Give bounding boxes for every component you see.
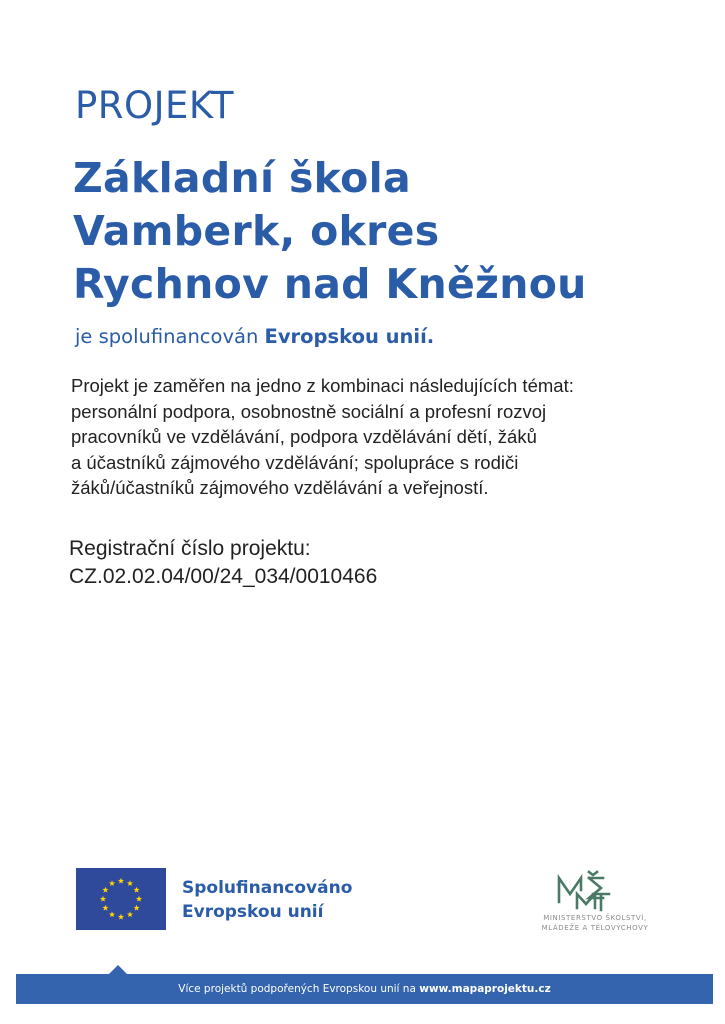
eu-star-icon	[134, 887, 140, 893]
title-line: Vamberk, okres	[73, 207, 440, 255]
eu-logo-line: Spolufinancováno	[182, 878, 353, 898]
title-line: Rychnov nad Kněžnou	[73, 260, 587, 308]
footer-bar-text	[16, 974, 713, 1004]
eu-star-icon	[127, 880, 133, 886]
eu-flag-icon	[76, 868, 166, 930]
description-line: a účastníků zájmového vzdělávání; spolupráce s rodiči	[71, 451, 519, 473]
eu-star-icon	[100, 896, 106, 902]
eu-star-icon	[102, 905, 108, 911]
kicker: PROJEKT	[75, 84, 234, 127]
registration-label: Registrační číslo projektu:	[69, 537, 311, 560]
description-line: pracovníků ve vzdělávání, podpora vzdělávání dětí, žáků	[71, 426, 537, 447]
eu-logo-text	[182, 876, 352, 924]
eu-star-icon	[136, 896, 142, 902]
footer-bar-prefix: Více projektů podpořených Evropskou unií na	[178, 983, 416, 995]
msmt-logo-line: MLÁDEŽE A TĚLOVÝCHOVY	[541, 924, 649, 932]
eu-star-icon	[118, 914, 124, 920]
registration-number: CZ.02.02.04/00/24_034/0010466	[69, 565, 378, 588]
eu-star-icon	[127, 911, 133, 917]
eu-star-icon	[109, 880, 115, 886]
msmt-logo	[553, 868, 613, 912]
description-line: Projekt je zaměřen na jedno z kombinaci následujících témat:	[71, 375, 574, 396]
footer-link[interactable]: www.mapaprojektu.cz	[419, 983, 551, 995]
page-title	[73, 152, 587, 311]
cofinanced-statement	[75, 325, 434, 348]
cofinanced-prefix: je spolufinancován	[75, 325, 259, 348]
eu-star-icon	[102, 887, 108, 893]
eu-star-icon	[118, 878, 124, 884]
cofinanced-emphasis: Evropskou unií.	[264, 325, 435, 348]
project-description	[71, 373, 671, 501]
eu-logo-line: Evropskou unií	[182, 902, 324, 922]
title-line: Základní škola	[73, 154, 411, 202]
eu-star-icon	[134, 905, 140, 911]
description-line: personální podpora, osobnostně sociální a profesní rozvoj	[71, 400, 547, 422]
msmt-logo-text	[520, 913, 670, 933]
msmt-logo-line: MINISTERSTVO ŠKOLSTVÍ,	[543, 914, 647, 922]
description-line: žáků/účastníků zájmového vzdělávání a veřejností.	[71, 477, 489, 498]
eu-star-icon	[109, 911, 115, 917]
